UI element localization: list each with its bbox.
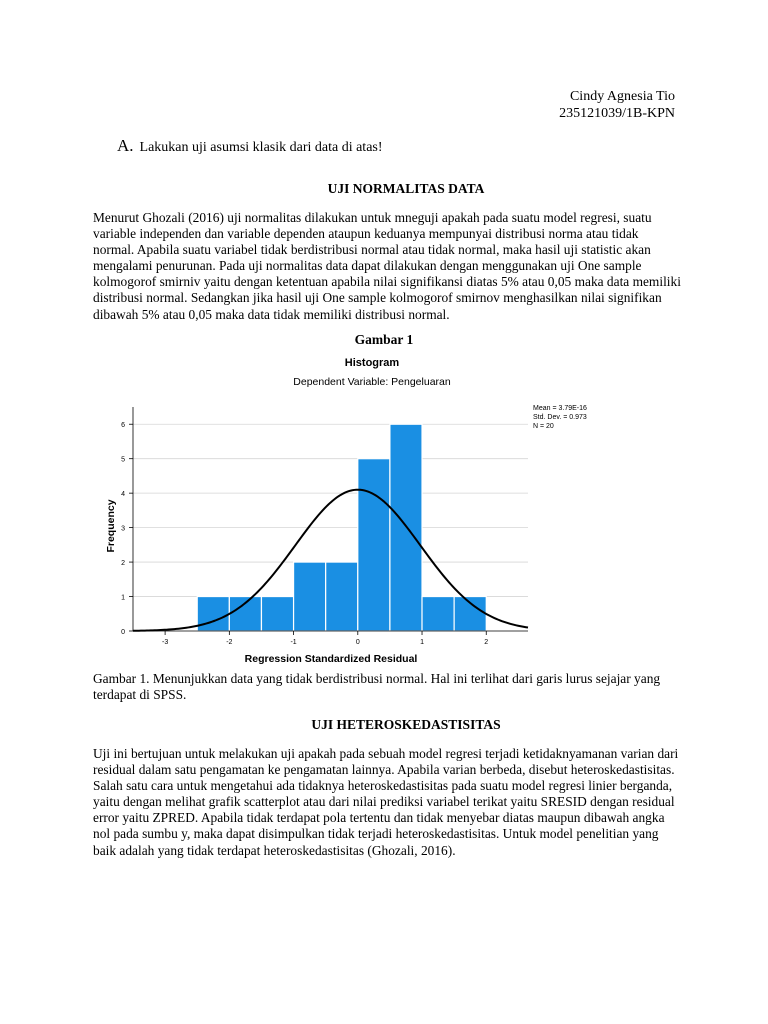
y-tick-label: 6 [121, 422, 125, 430]
paragraph-normalitas [93, 210, 683, 323]
author-name: Cindy Agnesia Tio [569, 89, 675, 104]
histogram-bar [294, 562, 326, 631]
x-tick-label: -3 [161, 639, 169, 646]
x-tick-label: -2 [226, 639, 233, 646]
chart-stat-entry: N = 20 [533, 423, 554, 430]
histogram-bar [261, 597, 293, 631]
chart-stats-legend [533, 405, 587, 430]
chart-y-axis-label: Frequency [105, 499, 117, 553]
histogram-chart [90, 350, 610, 668]
figure-label: Gambar 1 [354, 332, 414, 347]
paragraph-heteroskedastisitas [93, 746, 683, 859]
y-tick-label: 2 [121, 560, 125, 568]
histogram-bar [197, 597, 229, 631]
y-tick-label: 4 [121, 491, 125, 499]
y-tick-label: 1 [121, 594, 125, 602]
x-tick-label: 1 [420, 639, 424, 646]
chart-title: Histogram [344, 357, 400, 369]
chart-subtitle: Dependent Variable: Pengeluaran [293, 376, 451, 388]
author-block [559, 88, 675, 122]
histogram-bar [422, 597, 454, 631]
section-title-heteroskedastisitas: UJI HETEROSKEDASTISITAS [311, 717, 501, 732]
question-letter: A. [117, 136, 134, 155]
author-id: 235121039/1B-KPN [559, 106, 675, 121]
chart-x-axis-label: Regression Standardized Residual [244, 653, 418, 665]
section-title-normalitas: UJI NORMALITAS DATA [327, 181, 485, 196]
x-tick-label: 0 [355, 639, 360, 646]
histogram-bar [358, 459, 390, 631]
y-tick-label: 0 [121, 629, 125, 636]
paragraph-heteroskedastisitas-text: Uji ini bertujuan untuk melakukan uji apakah pada sebuah model regresi terjadi ketidaknyamanan varian dari residual dalam satu pengamatan ke pengamatan lainnya. Apabila varian berbeda, disebut heteroskedastisitas. Salah satu cara untuk mengetahui ada tidaknya heteroskedastisitas pada suatu model regresi linier berganda, yaitu dengan melihat grafik scatterplot atau dari nilai prediksi variabel terikat yaitu SRESID dengan residual error yaitu ZPRED. Apabila tidak terdapat pola tertentu dan tidak menyebar diatas maupun dibawah angka nol pada sumbu y, maka dapat disimpulkan tidak terjadi heteroskedastisitas. Untuk model penelitian yang baik adalah yang tidak terdapat heteroskedastisitas (Ghozali, 2016). [93, 746, 679, 858]
figure-caption-text: Gambar 1. Menunjukkan data yang tidak berdistribusi normal. Hal ini terlihat dari garis lurus sejajar yang terdapat di SPSS. [93, 671, 661, 703]
figure-caption [93, 671, 683, 703]
question-text: Lakukan uji asumsi klasik dari data di atas! [139, 140, 383, 155]
x-tick-label: 2 [484, 639, 489, 646]
paragraph-normalitas-text: Menurut Ghozali (2016) uji normalitas dilakukan untuk mneguji apakah pada suatu model regresi, suatu variable independen dan variable dependen ataupun keduanya mempunyai distribusi norma atau tidak normal. Apabila suatu variabel tidak berdistribusi normal atau tidak normal, maka hasil uji statistic akan mengalami penurunan. Pada uji normalitas data dapat dilakukan dengan menggunakan uji One sample kolmogorof smirniv yaitu dengan ketentuan apabila nilai signifikansi diatas 5% atau 0,05 maka data memiliki distribusi normal. Sedangkan jika hasil uji One sample kolmogorof smirnov menghasilkan nilai signifikan dibawah 5% atau 0,05 maka data tidak memiliki distribusi normal. [93, 210, 681, 322]
histogram-bar [326, 562, 358, 631]
chart-stat-entry: Std. Dev. = 0.973 [533, 414, 587, 421]
y-tick-label: 5 [121, 456, 125, 464]
x-tick-label: -1 [290, 639, 297, 646]
y-tick-label: 3 [121, 525, 125, 533]
question [117, 136, 383, 156]
chart-stat-entry: Mean = 3.79E-16 [533, 405, 587, 412]
